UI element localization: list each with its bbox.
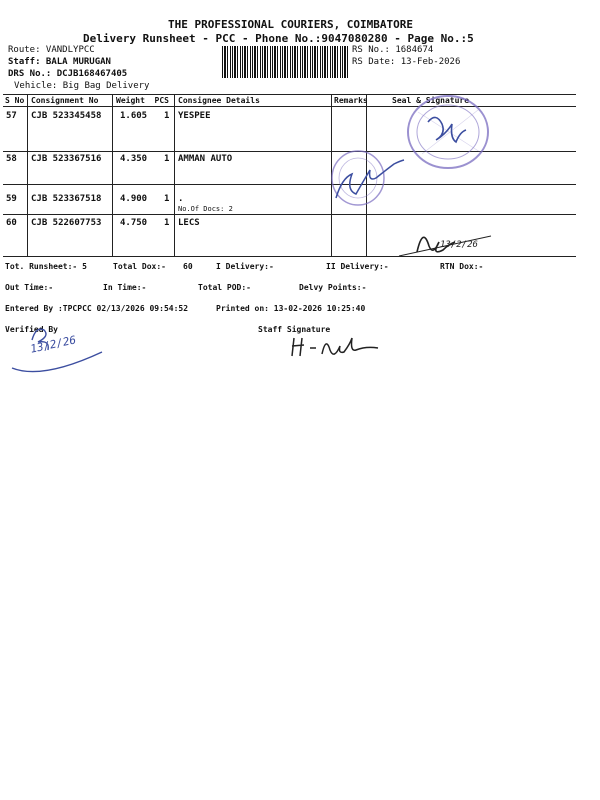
delvy-points: Delvy Points:- xyxy=(299,283,367,292)
col-border xyxy=(112,94,113,256)
header-consignment: Consignment No xyxy=(31,96,99,105)
header-remarks: Remarks xyxy=(334,96,368,105)
total-pod: Total POD:- xyxy=(198,283,251,292)
row-weight: 4.900 xyxy=(120,194,148,204)
row-consignee: YESPEE xyxy=(178,111,211,121)
header-seal-signature: Seal & Signature xyxy=(392,96,470,105)
col-border xyxy=(174,94,175,256)
row-consignment: CJB 523367516 xyxy=(31,154,102,164)
ii-delivery: II Delivery:- xyxy=(326,262,389,271)
vehicle-label: Vehicle: Big Bag Delivery xyxy=(14,81,150,91)
out-time: Out Time:- xyxy=(5,283,54,292)
row-consignee: AMMAN AUTO xyxy=(178,154,233,164)
row-consignment: CJB 523345458 xyxy=(31,111,102,121)
row-consignee: . xyxy=(178,194,184,204)
document-subtitle: Delivery Runsheet - PCC - Phone No.:9047080280 - Page No.:5 xyxy=(83,32,474,45)
row-pcs: 1 xyxy=(164,154,170,164)
header-consignee: Consignee Details xyxy=(178,96,260,105)
row-weight: 4.750 xyxy=(120,218,148,228)
row-sno: 58 xyxy=(6,154,17,164)
total-dox-label: Total Dox:- xyxy=(113,262,166,271)
document-title: THE PROFESSIONAL COURIERS, COIMBATORE xyxy=(168,18,414,31)
header-sno: S No xyxy=(5,96,25,105)
barcode xyxy=(222,46,350,78)
rs-number: RS No.: 1684674 xyxy=(352,45,434,55)
row-weight: 1.605 xyxy=(120,111,148,121)
row-sno: 57 xyxy=(6,111,17,121)
row-signature-date: 13/2/26 xyxy=(440,240,478,250)
row-pcs: 1 xyxy=(164,111,170,121)
verified-by-label: Verified By xyxy=(5,325,58,334)
tot-runsheet: Tot. Runsheet:- 5 xyxy=(5,262,87,271)
row-consignment: CJB 523367518 xyxy=(31,194,102,204)
printed-on: Printed on: 13-02-2026 10:25:40 xyxy=(216,304,366,313)
row-border xyxy=(3,184,576,185)
staff-signature-mark xyxy=(288,334,378,358)
total-dox-value: 60 xyxy=(183,262,193,271)
i-delivery: I Delivery:- xyxy=(216,262,274,271)
row-stamp xyxy=(330,148,410,210)
row-consignee: LECS xyxy=(178,218,200,228)
staff-signature-label: Staff Signature xyxy=(258,325,331,334)
drs-number: DRS No.: DCJB168467405 xyxy=(8,69,128,79)
row-consignment: CJB 522607753 xyxy=(31,218,102,228)
row-sno: 60 xyxy=(6,218,17,228)
rtn-dox: RTN Dox:- xyxy=(440,262,484,271)
entered-by: Entered By :TPCPCC 02/13/2026 09:54:52 xyxy=(5,304,189,313)
header-weight-pcs: Weight PCS xyxy=(116,96,169,105)
row-docs-note: No.Of Docs: 2 xyxy=(178,205,233,213)
in-time: In Time:- xyxy=(103,283,147,292)
row-weight: 4.350 xyxy=(120,154,148,164)
row-sno: 59 xyxy=(6,194,17,204)
route-label: Route: VANDLYPCC xyxy=(8,45,95,55)
rs-date: RS Date: 13-Feb-2026 xyxy=(352,57,461,67)
staff-label: Staff: BALA MURUGAN xyxy=(8,57,111,67)
col-border xyxy=(27,94,28,256)
verifier-date: 13/2/26 xyxy=(29,333,78,356)
row-pcs: 1 xyxy=(164,218,170,228)
row-border xyxy=(3,214,576,215)
company-seal xyxy=(400,92,500,172)
row-pcs: 1 xyxy=(164,194,170,204)
